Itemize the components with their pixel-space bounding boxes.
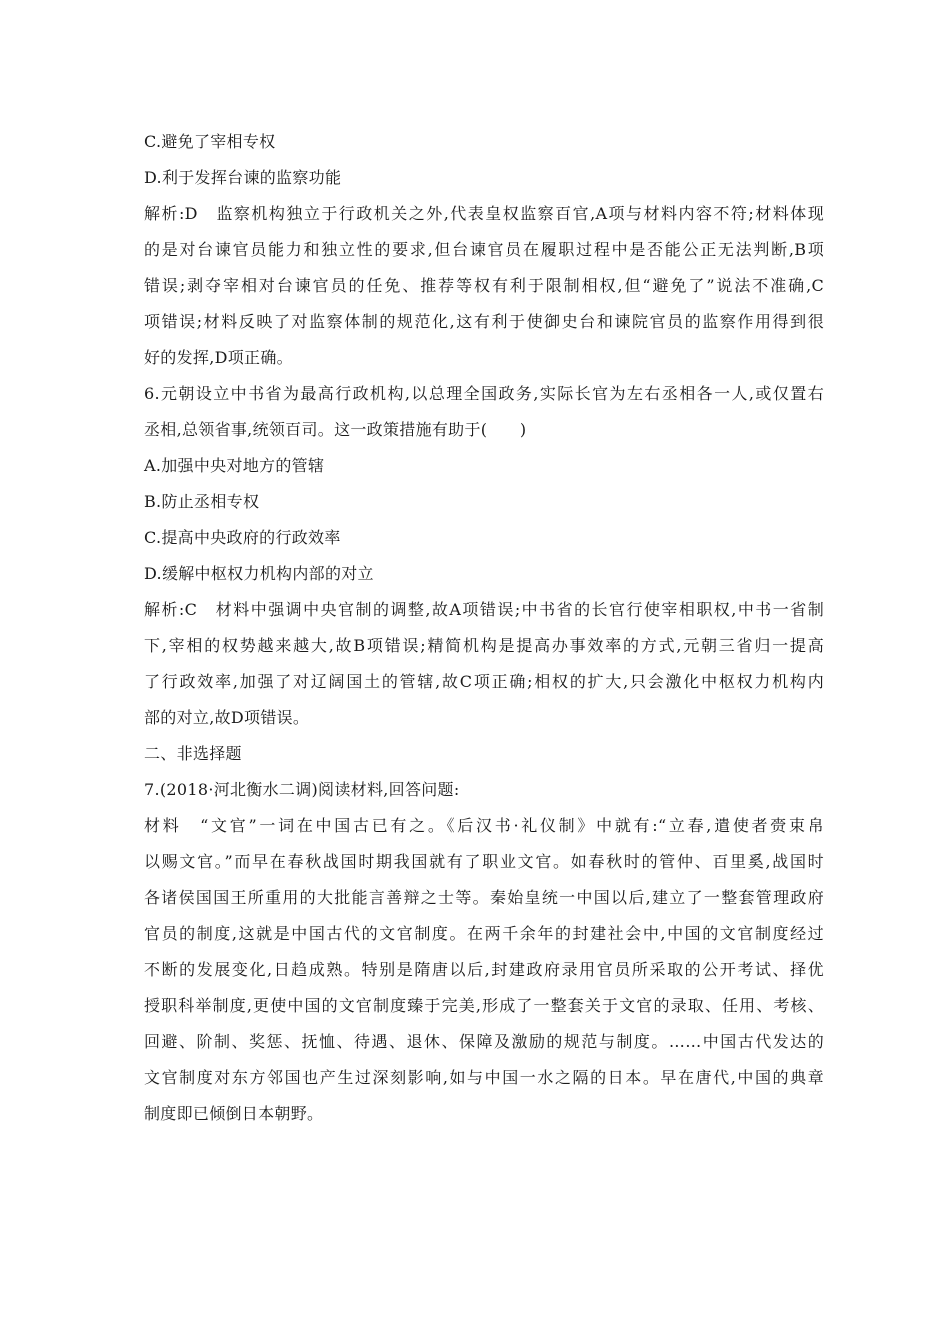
q7-stem: 7.(2018·河北衡水二调)阅读材料,回答问题: [144,780,460,799]
q6-option-d: D.缓解中枢权力机构内部的对立 [144,564,374,583]
q6-analysis-line: 了行政效率,加强了对辽阔国土的管辖,故C项正确;相权的扩大,只会激化中枢权力机构内 [144,672,824,691]
q7-material [144,808,824,1132]
q6-option-c: C.提高中央政府的行政效率 [144,528,341,547]
q5-analysis-line: 解析:D 监察机构独立于行政机关之外,代表皇权监察百官,A项与材料内容不符;材料体现 [144,204,824,223]
q5-analysis [144,196,824,376]
q7-material-line: 材料 “文官”一词在中国古已有之。《后汉书·礼仪制》中就有:“立春,遣使者赍束帛 [144,816,824,835]
q7-material-line: 制度即已倾倒日本朝野。 [144,1104,324,1123]
q7-material-line: 回避、阶制、奖惩、抚恤、待遇、退休、保障及激励的规范与制度。……中国古代发达的 [144,1032,824,1051]
q6-stem-line: 丞相,总领省事,统领百司。这一政策措施有助于( ) [144,420,527,439]
q5-analysis-line: 的是对台谏官员能力和独立性的要求,但台谏官员在履职过程中是否能公正无法判断,B项 [144,240,824,259]
q6-stem-line: 6.元朝设立中书省为最高行政机构,以总理全国政务,实际长官为左右丞相各一人,或仅置右 [144,384,824,403]
section-title: 二、非选择题 [144,744,242,763]
q5-analysis-line: 项错误;材料反映了对监察体制的规范化,这有利于使御史台和谏院官员的监察作用得到很 [144,312,824,331]
q7-material-line: 以赐文官。”而早在春秋战国时期我国就有了职业文官。如春秋时的管仲、百里奚,战国时 [144,852,824,871]
q5-analysis-line: 错误;剥夺宰相对台谏官员的任免、推荐等权有利于限制相权,但“避免了”说法不准确,C [144,276,824,295]
q7-material-line: 不断的发展变化,日趋成熟。特别是隋唐以后,封建政府录用官员所采取的公开考试、择优 [144,960,824,979]
q5-option-c: C.避免了宰相专权 [144,132,276,151]
q5-option-d: D.利于发挥台谏的监察功能 [144,168,342,187]
document-page [144,124,824,1132]
q6-analysis-line: 下,宰相的权势越来越大,故B项错误;精简机构是提高办事效率的方式,元朝三省归一提高 [144,636,824,655]
q5-analysis-line: 好的发挥,D项正确。 [144,348,293,367]
q6-analysis [144,592,824,736]
q7-material-line: 授职科举制度,更使中国的文官制度臻于完美,形成了一整套关于文官的录取、任用、考核、 [144,996,824,1015]
q6-option-a: A.加强中央对地方的管辖 [144,456,325,475]
q6-option-b: B.防止丞相专权 [144,492,260,511]
q7-material-line: 官员的制度,这就是中国古代的文官制度。在两千余年的封建社会中,中国的文官制度经过 [144,924,824,943]
q6-stem [144,376,824,448]
q6-analysis-line: 解析:C 材料中强调中央官制的调整,故A项错误;中书省的长官行使宰相职权,中书一省制 [144,600,824,619]
q7-material-line: 各诸侯国国王所重用的大批能言善辩之士等。秦始皇统一中国以后,建立了一整套管理政府 [144,888,824,907]
q6-analysis-line: 部的对立,故D项错误。 [144,708,310,727]
q7-material-line: 文官制度对东方邻国也产生过深刻影响,如与中国一水之隔的日本。早在唐代,中国的典章 [144,1068,824,1087]
